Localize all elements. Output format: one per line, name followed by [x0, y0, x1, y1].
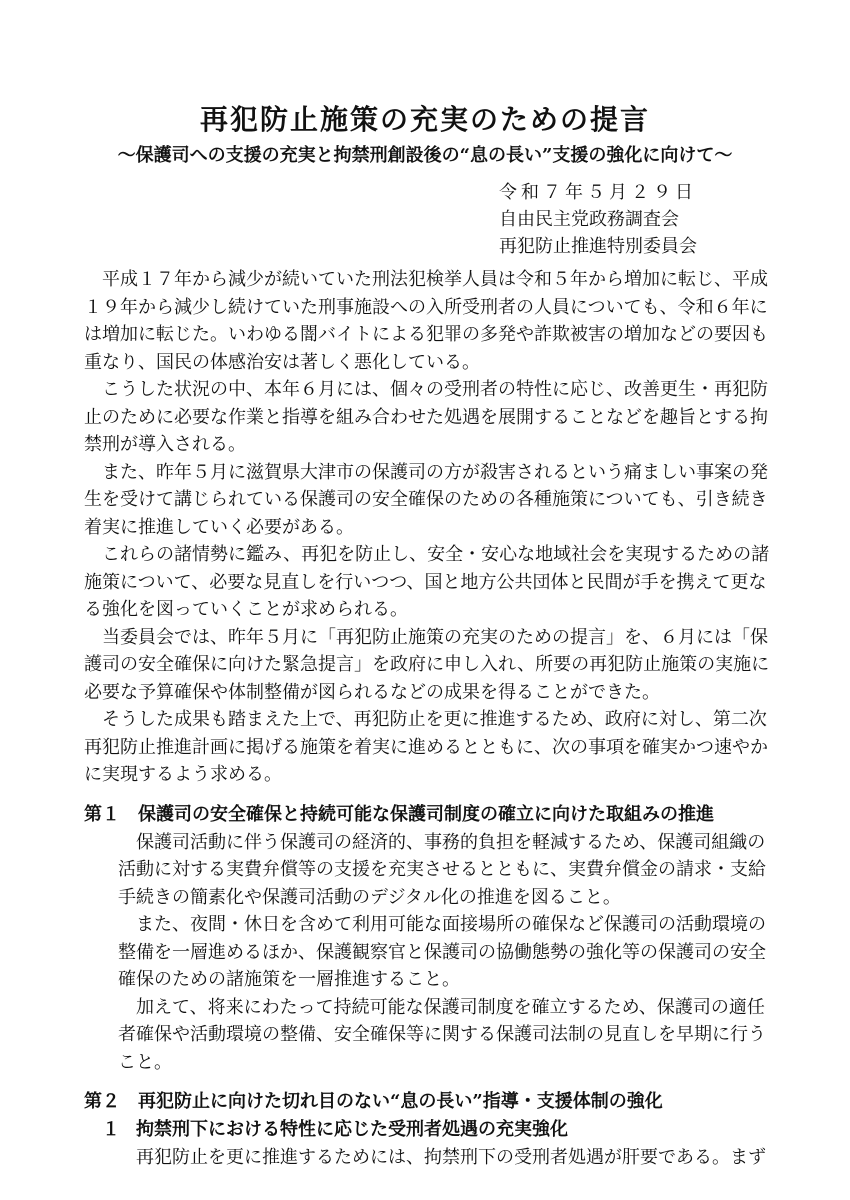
section-1-heading [84, 801, 784, 829]
section-gap [84, 1076, 784, 1088]
intro-line: る強化を図っていくことが求められる。 [84, 599, 408, 620]
intro-line: 護司の安全確保に向けた緊急提言」を政府に申し入れ、所要の再犯防止施策の実施に [84, 654, 770, 675]
subsection-number: １ [102, 1119, 120, 1140]
intro-line: また、昨年５月に滋賀県大津市の保護司の方が殺害されるという痛ましい事案の発 [84, 461, 768, 483]
document-subtitle: ～保護司への支援の充実と拘禁刑創設後の“息の長い”支援の強化に向けて～ [117, 145, 733, 166]
section-2-subheading [84, 1116, 784, 1144]
section-2 [84, 1088, 784, 1172]
intro-line: 着実に推進していく必要がある。 [84, 516, 354, 538]
section-1-line: 手続きの簡素化や保護司活動のデジタル化の推進を図ること。 [118, 886, 621, 908]
subsection-title: 拘禁刑下における特性に応じた受刑者処遇の充実強化 [136, 1119, 568, 1140]
intro-line: 再犯防止推進計画に掲げる施策を着実に進めるとともに、次の事項を確実かつ速やか [84, 736, 768, 758]
intro-line: これらの諸情勢に鑑み、再犯を防止し、安全・安心な地域社会を実現するための諸 [84, 544, 770, 565]
section-1-number: 第１ [84, 803, 120, 825]
section-2-line: 再犯防止を更に推進するためには、拘禁刑下の受刑者処遇が肝要である。まず [118, 1147, 766, 1168]
intro-line: 止のために必要な作業と指導を組み合わせた処遇を展開することなどを趣旨とする拘 [84, 406, 768, 428]
intro-line: 施策について、必要な見直しを行いつつ、国と地方公共団体と民間が手を携えて更な [84, 571, 767, 593]
intro-line: に実現するよう求める。 [84, 764, 282, 785]
issuer-committee: 再犯防止推進特別委員会 [499, 236, 697, 257]
section-1-line: 活動に対する実費弁償等の支援を充実させるとともに、実費弁償金の請求・支給 [118, 859, 766, 880]
intro-line: 禁刑が導入される。 [84, 434, 246, 455]
section-1-line: こと。 [118, 1051, 172, 1073]
intro-paragraphs [84, 266, 784, 789]
section-2-number: 第２ [84, 1091, 120, 1112]
section-1-title: 保護司の安全確保と持続可能な保護司制度の確立に向けた取組みの推進 [138, 803, 714, 825]
document-body [84, 266, 784, 1172]
section-gap [84, 789, 784, 801]
issue-date: 令和７年５月２９日 [499, 182, 697, 203]
section-1-line: また、夜間・休日を含めて利用可能な面接場所の確保など保護司の活動環境の [118, 914, 766, 935]
document-title: 再犯防止施策の充実のための提言 [199, 103, 650, 136]
intro-line: 生を受けて講じられている保護司の安全確保のための各種施策についても、引き続き [84, 489, 768, 510]
intro-line: 重なり、国民の体感治安は著しく悪化している。 [84, 351, 480, 373]
intro-line: そうした成果も踏まえた上で、再犯防止を更に推進するため、政府に対し、第二次 [84, 709, 767, 730]
intro-line: １９年から減少し続けていた刑事施設への入所受刑者の人員についても、令和６年に [84, 296, 768, 318]
section-1-line: 整備を一層進めるほか、保護観察官と保護司の協働態勢の強化等の保護司の安全 [118, 941, 766, 963]
intro-line: 必要な予算確保や体制整備が図られるなどの成果を得ることができた。 [84, 681, 660, 703]
intro-line: 当委員会では、昨年５月に「再犯防止施策の充実のための提言」を、６月には「保 [84, 626, 768, 648]
intro-line: こうした状況の中、本年６月には、個々の受刑者の特性に応じ、改善更生・再犯防 [84, 379, 768, 400]
section-1 [84, 801, 784, 1077]
intro-line: は増加に転じた。いわゆる闇バイトによる犯罪の多発や詐欺被害の増加などの要因も [84, 324, 768, 345]
section-1-line: 確保のための諸施策を一層推進すること。 [118, 969, 460, 990]
section-1-line: 加えて、将来にわたって持続可能な保護司制度を確立するため、保護司の適任 [118, 996, 765, 1018]
section-1-line: 者確保や活動環境の整備、安全確保等に関する保護司法制の見直しを早期に行う [118, 1024, 766, 1045]
section-1-line: 保護司活動に伴う保護司の経済的、事務的負担を軽減するため、保護司組織の [118, 831, 766, 853]
issuer-org: 自由民主党政務調査会 [499, 209, 679, 230]
intro-line: 平成１７年から減少が続いていた刑法犯検挙人員は令和５年から増加に転じ、平成 [84, 269, 768, 290]
section-2-title: 再犯防止に向けた切れ目のない“息の長い”指導・支援体制の強化 [138, 1091, 663, 1112]
issuer-block [499, 179, 697, 260]
section-2-heading [84, 1088, 784, 1116]
